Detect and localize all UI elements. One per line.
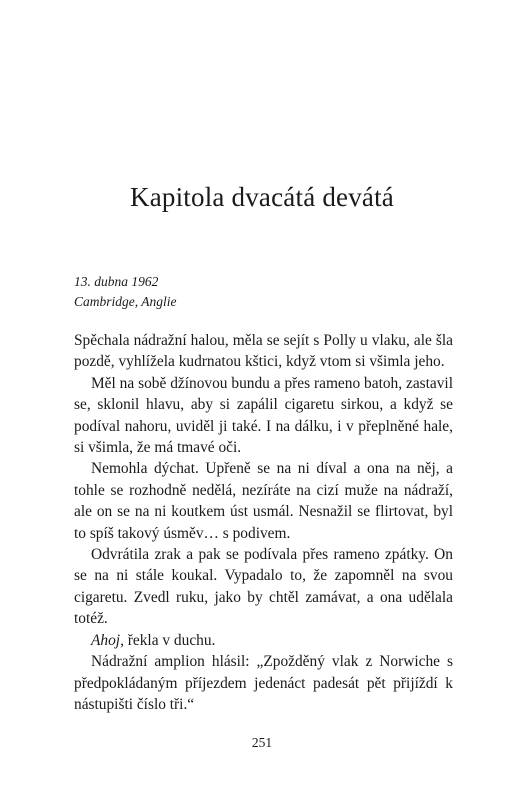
paragraph-4: Odvrátila zrak a pak se podívala přes rameno zpátky. On se na ni stále koukal. Vypadalo to, že zapomněl na svou cigaretu. Zvedl ruku, jako by chtěl zamávat, a ona udělala totéž.: [74, 546, 453, 628]
paragraph-5: [74, 630, 453, 651]
page-number: 251: [251, 735, 273, 750]
body-text: [74, 330, 453, 715]
dateline-date: 13. dubna 1962: [74, 274, 159, 289]
paragraph-3: Nemohla dýchat. Upřeně se na ni díval a ona na něj, a tohle se rozhodně nedělá, nezíráte na cizí muže na nádraží, ale on se na ni koutkem úst usmál. Nesnažil se flirtovat, byl to spíš takový úsměv… s podivem.: [74, 460, 453, 542]
paragraph-6: Nádražní amplion hlásil: „Zpožděný vlak z Norwiche s předpokládaným příjezdem jedenáct padesát pět přijíždí k nástupišti číslo tři.“: [74, 653, 453, 713]
dateline: [74, 272, 177, 312]
paragraph-2: Měl na sobě džínovou bundu a přes rameno batoh, zastavil se, sklonil hlavu, aby si zapálil cigaretu sirkou, a když se podíval nahoru, uviděl ji také. I na dálku, i v přeplněné hale, si všimla, že má tmavé oči.: [74, 374, 453, 457]
paragraph-5-italic: Ahoj: [91, 631, 121, 649]
paragraph-5-rest: , řekla v duchu.: [120, 631, 216, 649]
chapter-title: Kapitola dvacátá devátá: [130, 182, 394, 212]
dateline-place: Cambridge, Anglie: [74, 294, 177, 309]
paragraph-1: Spěchala nádražní halou, měla se sejít s Polly u vlaku, ale šla pozdě, vyhlížela kudrnatou kštici, když vtom si všimla jeho.: [74, 332, 453, 371]
